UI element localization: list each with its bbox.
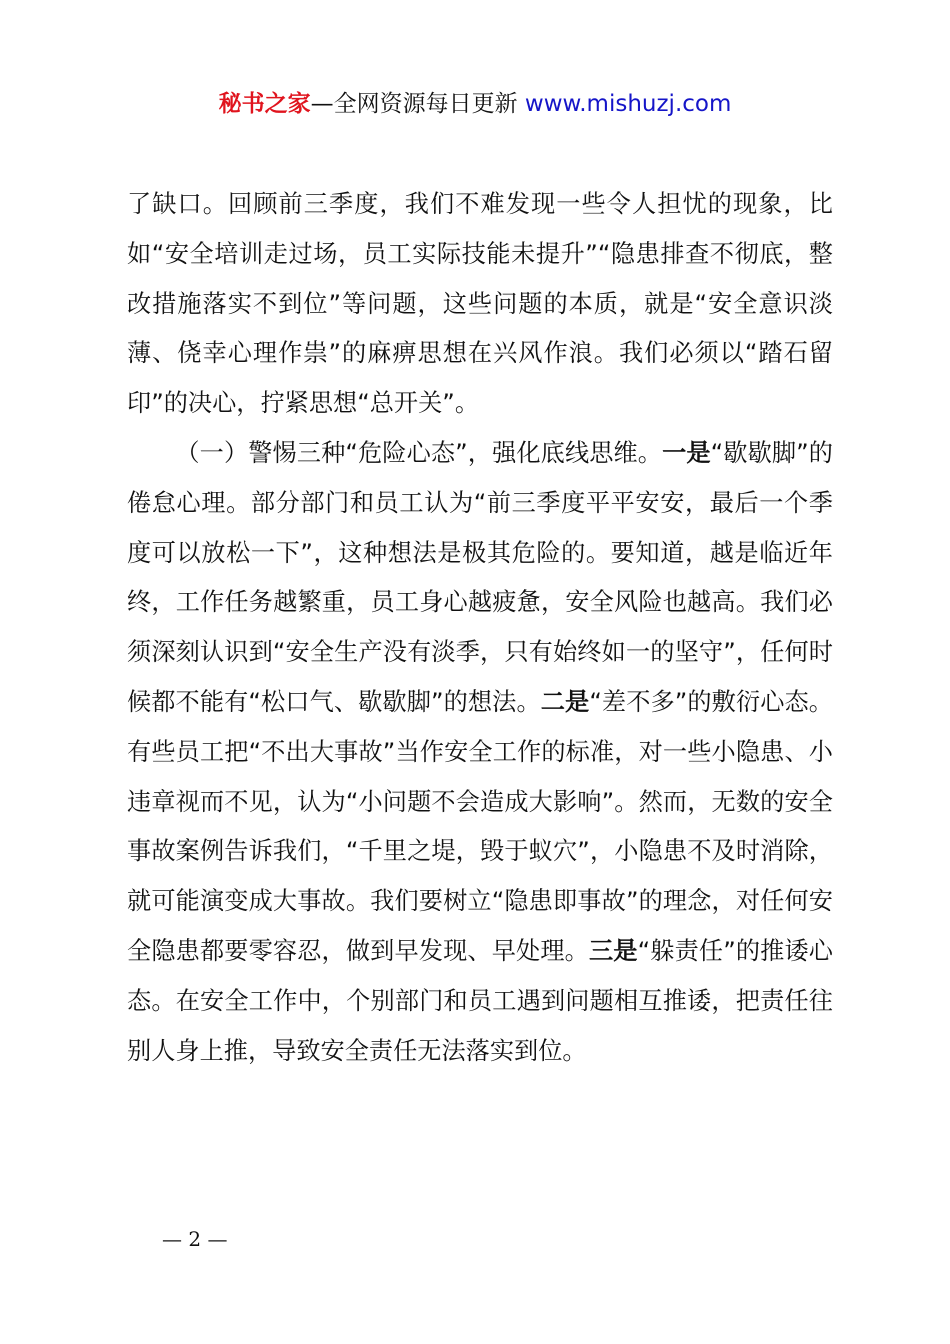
point-text-2: “差不多”的敷衍心态。有些员工把“不出大事故”当作安全工作的标准，对一些小隐患、小违章视而不见，认为“小问题不会造成大影响”。然而，无数的安全事故案例告诉我们，“千里之堤，毁于蚁穴”，小隐患不及时消除，就可能演变成大事故。我们要树立“隐患即事故”的理念，对任何安全隐患都要零容忍，做到早发现、早处理。 <box>127 687 833 965</box>
document-body <box>127 180 833 1076</box>
point-text-1: “歇歇脚”的倦怠心理。部分部门和员工认为“前三季度平平安安，最后一个季度可以放松一下”，这种想法是极其危险的。要知道，越是临近年终，工作任务越繁重，员工身心越疲惫，安全风险也越高。我们必须深刻认识到“安全生产没有淡季，只有始终如一的坚守”，任何时候都不能有“松口气、歇歇脚”的想法。 <box>127 438 833 716</box>
point-label-2: 二是 <box>540 687 590 716</box>
section-heading: （一）警惕三种“危险心态”，强化底线思维。 <box>175 438 663 467</box>
brand-name: 秘书之家 <box>218 91 311 117</box>
site-url: www.mishuzj.com <box>524 91 732 117</box>
point-label-3: 三是 <box>588 936 638 965</box>
header-tagline: —全网资源每日更新 <box>310 91 518 117</box>
page-header <box>0 86 950 122</box>
page-number: — 2 — <box>162 1227 228 1251</box>
paragraph-2 <box>127 429 833 1076</box>
point-label-1: 一是 <box>662 438 711 467</box>
point-text-3: “躲责任”的推诿心态。在安全工作中，个别部门和员工遇到问题相互推诿，把责任往别人身上推，导致安全责任无法落实到位。 <box>127 936 833 1065</box>
paragraph-1: 了缺口。回顾前三季度，我们不难发现一些令人担忧的现象，比如“安全培训走过场，员工实际技能未提升”“隐患排查不彻底，整改措施落实不到位”等问题，这些问题的本质，就是“安全意识淡薄、侥幸心理作祟”的麻痹思想在兴风作浪。我们必须以“踏石留印”的决心，拧紧思想“总开关”。 <box>127 190 833 418</box>
